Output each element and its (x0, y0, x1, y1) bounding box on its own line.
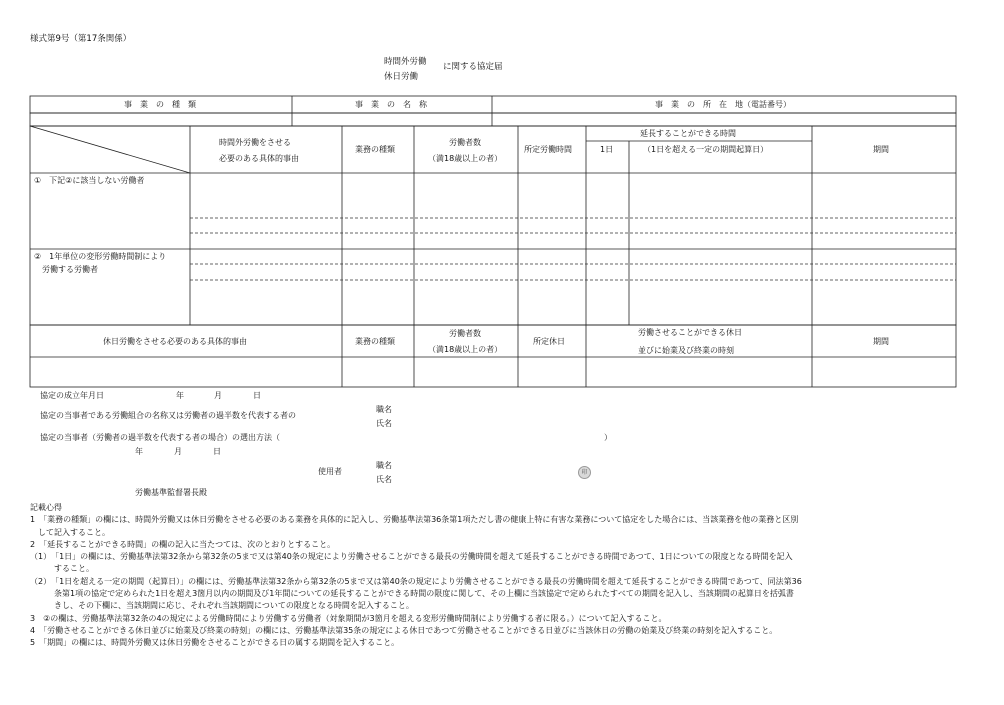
note-line: 3 ②の欄は、労働基準法第32条の4の規定による労働時間により労働する労働者（対象期間が3箇月を超える変形労働時間制により労働する者に限る。）について記入すること。 (30, 613, 667, 623)
title-line-overtime: 時間外労働 (384, 57, 427, 67)
row1-label: ① 下記②に該当しない労働者 (34, 176, 145, 185)
note-line: すること。 (30, 564, 94, 574)
overtime-period-header: 期間 (873, 145, 889, 154)
established-day: 日 (253, 391, 261, 400)
note-line: して記入すること。 (30, 527, 110, 537)
note-line: 1 「業務の種類」の欄には、時間外労働又は休日労働をさせる必要のある業務を具体的に記入し、労働基準法第36条第1項ただし書の健康上特に有害な業務について協定をした場合には、当該業務を他の業務と区別 (30, 515, 799, 525)
corner-diagonal (30, 126, 190, 173)
holiday-table-frame (30, 325, 956, 387)
note-line: 4 「労働させることができる休日並びに始業及び終業の時刻」の欄には、労働基準法第35条の規定による休日であつて労働させることができる日並びに当該休日の労働の始業及び終業の時刻を記入すること。 (30, 625, 778, 635)
established-date-label: 協定の成立年月日 (40, 391, 104, 400)
employer-title-label: 職名 (376, 461, 392, 470)
employer-name-label: 氏名 (376, 475, 392, 484)
business-name-header: 事 業 の 名 称 (355, 100, 427, 109)
header-value-row (30, 113, 956, 126)
note-line: 2 「延長することができる時間」の欄の記入に当たつては、次のとおりとすること。 (30, 539, 336, 549)
note-line: 条第1項の協定で定められた1日を超え3箇月以内の期間及び1年間についての延長することができる時間の限度に関して、その上欄に当該協定で定められたすべての期間を記入し、当該期間の起算日を括弧書 (30, 589, 794, 599)
established-month: 月 (214, 391, 222, 400)
workable-holiday-header-1: 労働させることができる休日 (638, 328, 742, 337)
holiday-workers-header-2: （満18歳以上の者） (428, 345, 503, 354)
beyond-one-day-header: （1日を超える一定の期間起算日） (643, 145, 769, 154)
submission-day: 日 (213, 447, 221, 456)
overtime-workers-header-1: 労働者数 (449, 138, 481, 147)
workable-holiday-header-2: 並びに始業及び終業の時刻 (638, 346, 734, 355)
business-location-header: 事 業 の 所 在 地（電話番号） (655, 100, 791, 109)
note-line: 5 「期間」の欄には、時間外労働又は休日労働をさせることができる日の属する期間を記入すること。 (30, 638, 400, 648)
submission-year: 年 (135, 447, 143, 456)
title-line-holiday: 休日労働 (384, 72, 419, 82)
selection-method-close: ） (604, 433, 612, 442)
title-suffix: に関する協定届 (443, 62, 503, 72)
overtime-workers-header-2: （満18歳以上の者） (428, 154, 503, 163)
one-day-header: 1日 (600, 145, 614, 154)
prescribed-hours-header: 所定労働時間 (524, 145, 572, 154)
employer-label: 使用者 (318, 467, 342, 476)
holiday-period-header: 期間 (873, 337, 889, 346)
prescribed-holiday-header: 所定休日 (533, 337, 565, 346)
overtime-reason-header-2: 必要のある具体的事由 (219, 154, 299, 163)
union-name-label: 氏名 (376, 419, 392, 428)
seal-icon: 印 (578, 466, 591, 479)
established-year: 年 (176, 391, 184, 400)
extendable-hours-header: 延長することができる時間 (640, 129, 736, 138)
overtime-job-type-header: 業務の種類 (355, 145, 395, 154)
submission-month: 月 (174, 447, 182, 456)
note-line: （2） 「1日を超える一定の期間（起算日）」の欄には、労働基準法第32条から第32条の5まで又は第40条の規定により労働させることができる最長の労働時間を超えて延長することができる時間であつて、同法第36 (30, 576, 802, 586)
holiday-job-type-header: 業務の種類 (355, 337, 395, 346)
overtime-reason-header-1: 時間外労働をさせる (219, 138, 291, 147)
row2-label-line1: ② 1年単位の変形労働時間制により (34, 252, 167, 261)
business-type-header: 事 業 の 種 類 (124, 100, 196, 109)
notes-section (30, 502, 970, 650)
holiday-workers-header-1: 労働者数 (449, 329, 481, 338)
row2-label-line2: 労働する労働者 (42, 265, 98, 274)
holiday-reason-header: 休日労働をさせる必要のある具体的事由 (103, 337, 247, 346)
notes-heading: 記載心得 (30, 503, 62, 512)
selection-method-label: 協定の当事者（労働者の過半数を代表する者の場合）の選出方法（ (40, 433, 280, 442)
union-title-label: 職名 (376, 405, 392, 414)
note-line: きし、その下欄に、当該期間に応じ、それぞれ当該期間についての限度となる時間を記入すること。 (30, 601, 414, 611)
union-party-label: 協定の当事者である労働組合の名称又は労働者の過半数を代表する者の (40, 411, 296, 420)
office-head-label: 労働基準監督署長殿 (135, 488, 207, 497)
note-line: （1） 「1日」の欄には、労働基準法第32条から第32条の5まで又は第40条の規定により労働させることができる最長の労働時間を超えて延長することができる時間であつて、1日についての限度となる時間を記入 (30, 552, 793, 562)
form-number-label: 様式第9号（第17条関係） (30, 34, 132, 44)
